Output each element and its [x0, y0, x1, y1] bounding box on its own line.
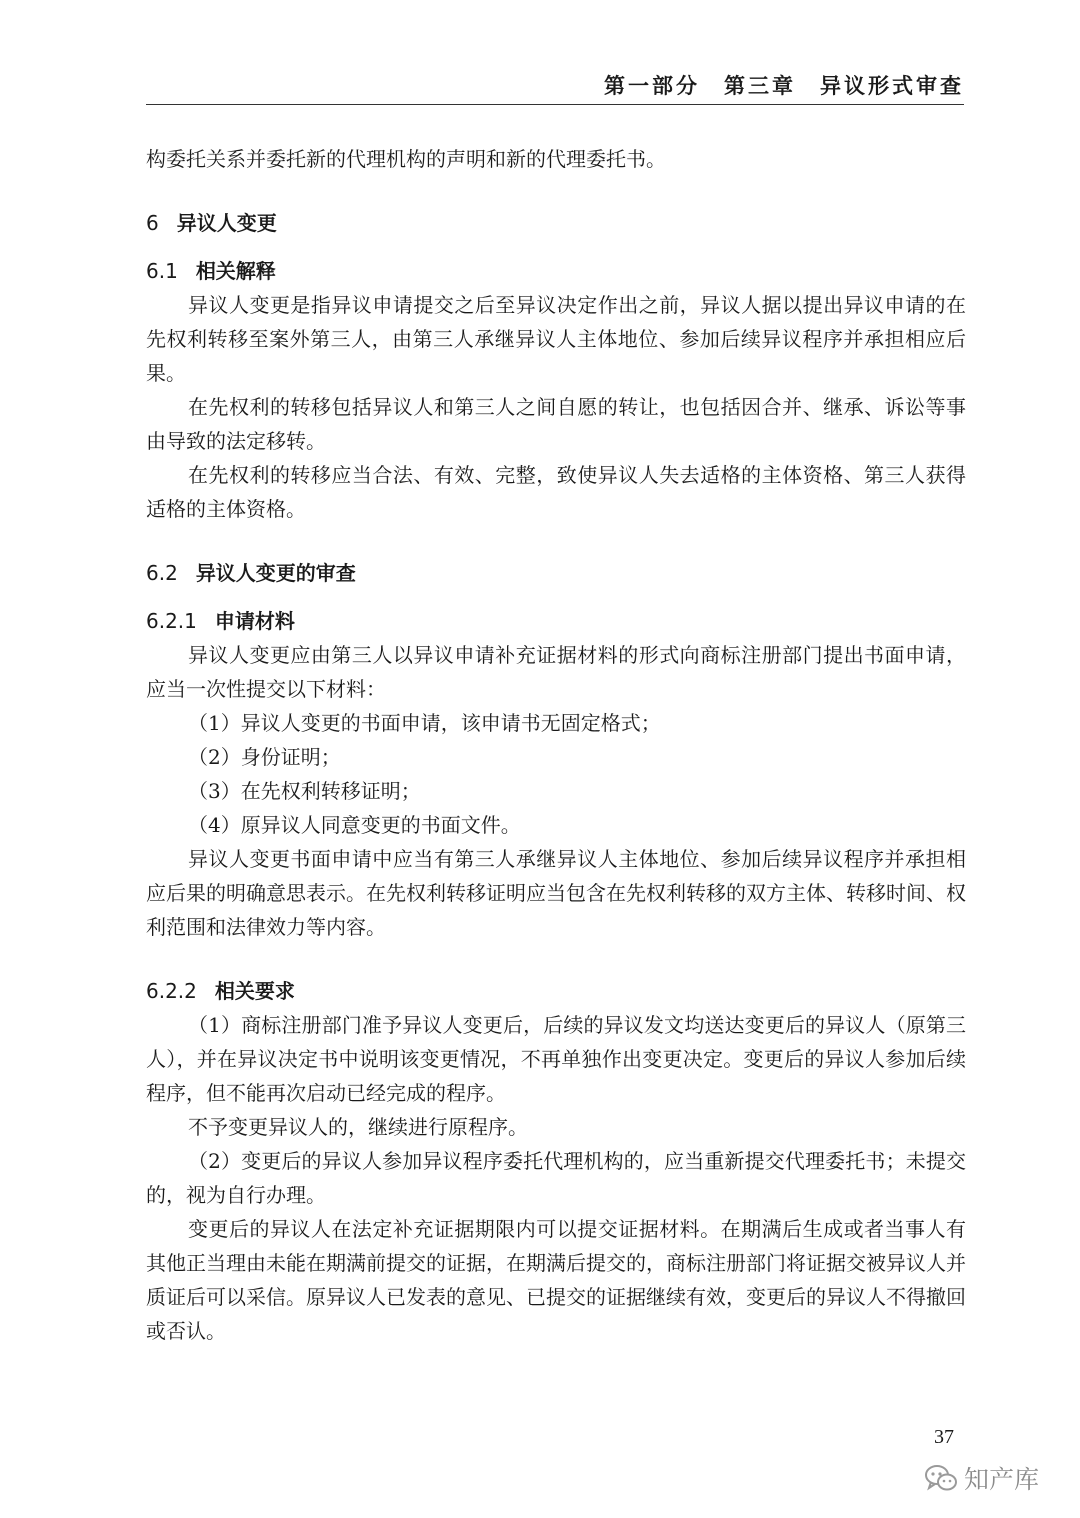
running-header	[146, 72, 964, 105]
list-item: （2）身份证明；	[188, 745, 341, 769]
section-heading-6-2	[146, 556, 966, 590]
watermark-text: 知产库	[964, 1465, 1040, 1494]
page-body	[146, 142, 966, 1348]
section-title: 相关解释	[195, 259, 276, 283]
running-title: 第一部分 第三章 异议形式审查	[604, 73, 964, 98]
section-number: 6.2.2	[146, 979, 197, 1003]
paragraph: （1）商标注册部门准予异议人变更后，后续的异议发文均送达变更后的异议人（原第三人），并在异议决定书中说明该变更情况，不再单独作出变更决定。变更后的异议人参加后续程序，但不能再次启动已经完成的程序。	[146, 1013, 966, 1105]
section-number: 6.2.1	[146, 609, 197, 633]
paragraph: （2）变更后的异议人参加异议程序委托代理机构的，应当重新提交代理委托书；未提交的，视为自行办理。	[146, 1149, 966, 1207]
section-number: 6	[146, 211, 159, 235]
section-heading-6	[146, 206, 966, 240]
list-item: （3）在先权利转移证明；	[188, 779, 421, 803]
paragraph: 异议人变更是指异议申请提交之后至异议决定作出之前，异议人据以提出异议申请的在先权利转移至案外第三人，由第三人承继异议人主体地位、参加后续异议程序并承担相应后果。	[146, 293, 966, 385]
paragraph: 异议人变更书面申请中应当有第三人承继异议人主体地位、参加后续异议程序并承担相应后果的明确意思表示。在先权利转移证明应当包含在先权利转移的双方主体、转移时间、权利范围和法律效力等内容。	[146, 847, 966, 939]
section-heading-6-2-2	[146, 974, 966, 1008]
paragraph: 在先权利的转移包括异议人和第三人之间自愿的转让，也包括因合并、继承、诉讼等事由导致的法定移转。	[146, 395, 966, 453]
section-title: 异议人变更的审查	[195, 561, 356, 585]
section-number: 6.2	[146, 561, 178, 585]
paragraph: 变更后的异议人在法定补充证据期限内可以提交证据材料。在期满后生成或者当事人有其他正当理由未能在期满前提交的证据，在期满后提交的，商标注册部门将证据交被异议人并质证后可以采信。原异议人已发表的意见、已提交的证据继续有效，变更后的异议人不得撤回或否认。	[146, 1217, 966, 1343]
watermark	[924, 1460, 1039, 1496]
section-title: 申请材料	[214, 609, 295, 633]
wechat-icon	[924, 1463, 958, 1493]
list-item: （4）原异议人同意变更的书面文件。	[188, 813, 521, 837]
paragraph: 异议人变更应由第三人以异议申请补充证据材料的形式向商标注册部门提出书面申请，应当一次性提交以下材料：	[146, 643, 966, 701]
section-title: 异议人变更	[176, 211, 277, 235]
paragraph: 构委托关系并委托新的代理机构的声明和新的代理委托书。	[146, 147, 666, 171]
paragraph: 不予变更异议人的，继续进行原程序。	[188, 1115, 528, 1139]
section-title: 相关要求	[214, 979, 295, 1003]
section-heading-6-2-1	[146, 604, 966, 638]
section-number: 6.1	[146, 259, 178, 283]
paragraph: 在先权利的转移应当合法、有效、完整，致使异议人失去适格的主体资格、第三人获得适格的主体资格。	[146, 463, 966, 521]
section-heading-6-1	[146, 254, 966, 288]
page-number: 37	[934, 1426, 954, 1448]
list-item: （1）异议人变更的书面申请，该申请书无固定格式；	[188, 711, 661, 735]
